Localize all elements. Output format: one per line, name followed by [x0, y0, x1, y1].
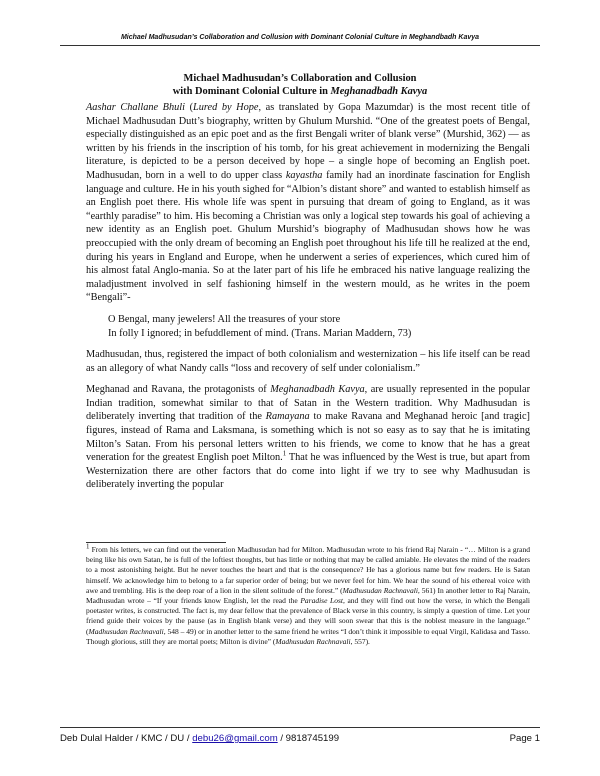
title-line-2-work: Meghanadbadh Kavya	[330, 86, 428, 97]
body-text	[86, 101, 530, 500]
paragraph-3-text: to make Ravana and Meghanad heroic [and tragic] figures, instead of Rama and Laksmana, is something which is not so easy as to say that he is imitating Milton’s Satan. From his personal letters written to his friends, we come to know that he has a great veneration for the greatest English poet Milton.	[86, 411, 530, 464]
translated-title: Lured by Hope	[193, 102, 259, 113]
paragraph-1-text: , as translated by Gopa Mazumdar) is the most recent title of Michael Madhusudan Dutt’s biography, written by Ghulum Murshid. “One of the greatest poets of Bengal, especially distinguished as an epic poet and as the first Bengali writer of blank verse” (Murshid, 362) — as written by his friends in the inscription of his tomb, for his great achievement in modernizing the Bengali literature, is depicted to be a person deceived by hope – a single hope of becoming an English poet. Madhusudan, born in a well to do upper class	[86, 102, 530, 181]
paragraph-2: Madhusudan, thus, registered the impact of both colonialism and westernization – his life itself can be read as an allegory of what Nandy calls “loss and recovery of self under colonialism.”	[86, 349, 530, 374]
quote-line-1: O Bengal, many jewelers! All the treasures of your store	[108, 313, 341, 325]
page-number: Page 1	[509, 733, 540, 744]
book-title: Aashar Challane Bhuli	[86, 102, 185, 113]
source-title: Madhusudan Rachnavali	[88, 626, 164, 636]
paragraph-1-text: (	[185, 102, 194, 113]
paragraph-3-text: , are usually represented in the popular Indian tradition, somewhat similar to that of Satan in the Western tradition. Why Madhusudan is deliberately inverting that tradition of the	[86, 384, 531, 423]
source-title: Madhusudan Rachnavali	[275, 636, 351, 646]
footnote	[86, 542, 531, 647]
footnote-reference[interactable]: 1	[282, 449, 287, 458]
footnote-text: , 561) In another letter to Raj Narain, Madhusudan wrote – “If your friends know English, let the read the	[86, 585, 530, 606]
footer-phone: / 9818745199	[277, 733, 340, 744]
paragraph-3-text: That he was influenced by the West is true, but apart from Westernization there are other factors that do come into light if we try to see why Madhusudan is deliberately inverting the popular	[86, 452, 530, 491]
work-title: Meghanadbadh Kavya	[270, 384, 365, 396]
paragraph-1-text: family had an inordinate fascination for English language and culture. He in his youth sighed for “Albion’s distant shore” and wanted to establish himself as an English poet there. His whole life was spent in pursuing that dream of going to England, as it was “earthly paradise” to him. His becoming a Christian was only a logical step towards his goal of achieving a new identity as an English poet. Ghulum Murshid’s biography of Madhusudan shows how he was preoccupied with the only dream of becoming an English poet throughout his life till he realized at the end, during his years in England and Europe, when he underwent a series of experiences, which cured him of his almost fatal Anglo-mania. So at the later part of his life he embraced his native language realizing the maladjustment involved in self fashioning himself in the western mould, as he writes in the poem “Bengali”-	[86, 169, 531, 304]
paragraph-1	[86, 101, 530, 305]
paper-title	[60, 72, 540, 98]
footnote-text: , 548 – 49) or in another letter to the same friend he writes “I don’t think it impossible to equal Virgil, Kalidasa and Tasso. Though glorious, still they are mortal poets; Milton is divine” (	[86, 626, 531, 646]
footnote-marker: 1	[86, 542, 90, 551]
email-link[interactable]: debu26@gmail.com	[192, 733, 278, 744]
quote-line-2: In folly I ignored; in befuddlement of mind. (Trans. Marian Maddern, 73)	[108, 327, 412, 339]
footer-rule	[60, 727, 540, 728]
footnote-text: , and they will find out how the verse, in which the Bengali poetaster writes, is constructed. The fact is, my dear fellow that the prevalence of Black verse in this country, is simply a question of time. Let your friend guide their voices by the pause (as in English blank verse) and they will soon swear that this is the noblest measure in the language.” (	[86, 596, 530, 636]
footnote-text: , 557).	[350, 636, 370, 646]
source-title: Madhusudan Rachnavali	[342, 585, 418, 595]
title-line-2	[60, 85, 540, 98]
paragraph-3-text: Meghanad and Ravana, the protagonists of	[86, 384, 271, 396]
footer-author-line	[60, 733, 339, 744]
header-rule	[60, 45, 540, 46]
running-header: Michael Madhusudan’s Collaboration and Collusion with Dominant Colonial Culture in Meghandbadh Kavya	[120, 34, 480, 41]
title-line-1: Michael Madhusudan’s Collaboration and Collusion	[183, 73, 417, 84]
footnote-rule	[86, 542, 226, 543]
caste-term: kayastha	[285, 169, 323, 181]
footnote-text: From his letters, we can find out the veneration Madhusudan had for Milton. Madhusudan wrote to his friend Raj Narain - “… Milton is a grand being like his own Satan, he is full of the loftiest thoughts, but has little or nothing that may be called amiable. He elevates the mind of the readers to a most astonishing height. But he never touches the heart and that is the consequence? He has a glorious name but few readers. He is Satan himself. We acknowledge him to belong to a far superior order of being; but we never feel for him. We hear the sound of his ethereal voice with awe and trembling. His is the deep roar of a lion in the silent solitude of the forest.” (	[86, 545, 530, 595]
footer-author: Deb Dulal Halder / KMC / DU /	[60, 733, 193, 744]
work-title: Paradise Lost	[300, 596, 343, 606]
poem-quote	[108, 313, 530, 340]
title-line-2-prefix: with Dominant Colonial Culture in	[172, 86, 331, 97]
work-title: Ramayana	[265, 411, 310, 423]
paragraph-3	[86, 383, 530, 492]
